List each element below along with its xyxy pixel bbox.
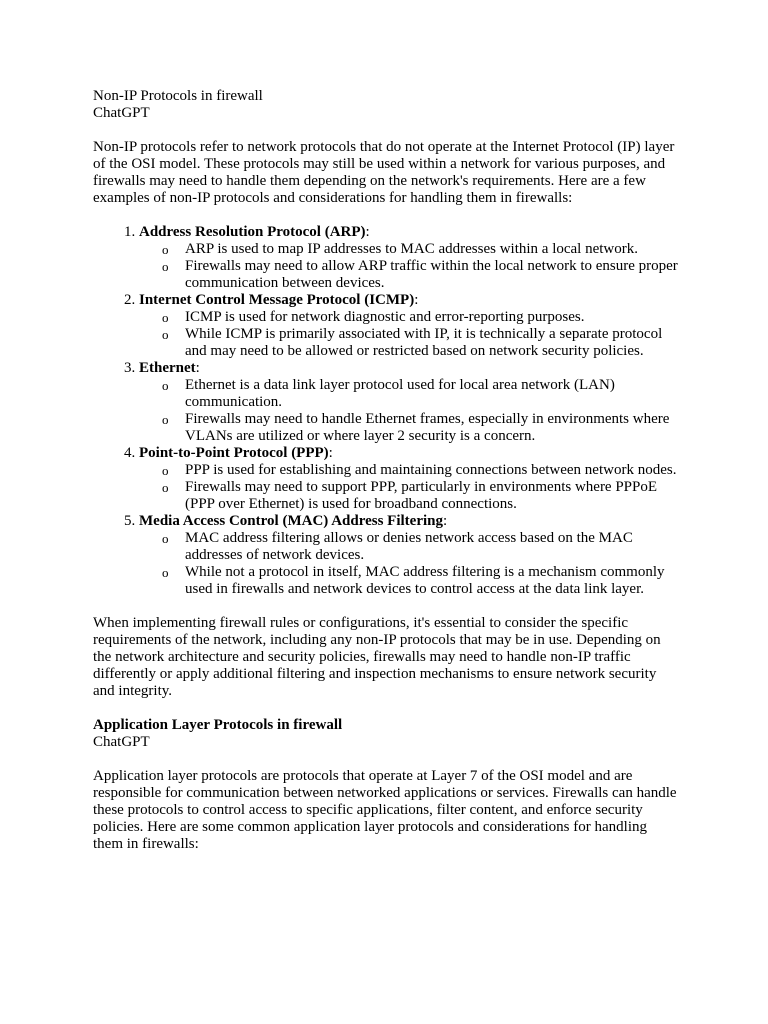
bullet-item	[162, 241, 678, 258]
bullet-item	[162, 309, 678, 326]
author-line: ChatGPT	[93, 105, 150, 121]
bullet-marker: o	[162, 378, 169, 393]
protocol-bullets	[139, 241, 678, 292]
bullet-marker: o	[162, 531, 169, 546]
bullet-marker: o	[162, 259, 169, 274]
bullet-marker: o	[162, 310, 169, 325]
bullet-item	[162, 258, 678, 292]
protocol-item: 2. Internet Control Message Protocol (ICMP): o ICMP is used for network diagnostic and error-reporting purposes. o While ICMP is primarily associated with IP, it is technically a separate protocol and may need to be allowed or restricted based on network security policies.	[139, 292, 678, 360]
protocol-title: Address Resolution Protocol (ARP)	[139, 224, 366, 240]
bullet-text: Ethernet is a data link layer protocol used for local area network (LAN) communication.	[185, 377, 615, 410]
protocol-title: Point-to-Point Protocol (PPP)	[139, 445, 329, 461]
protocol-bullets	[139, 462, 678, 513]
bullet-item	[162, 411, 678, 445]
protocol-item: 3. Ethernet: o Ethernet is a data link layer protocol used for local area network (LAN) communication. o Firewalls may need to handle Ethernet frames, especially in environments where VLANs are utilized or where layer 2 security is a concern.	[139, 360, 678, 445]
protocol-item: 5. Media Access Control (MAC) Address Filtering: o MAC address filtering allows or denies network access based on the MAC addresses of network devices. o While not a protocol in itself, MAC address filtering is a mechanism commonly used in firewalls and network devices to control access at the data link layer.	[139, 513, 678, 598]
bullet-marker: o	[162, 327, 169, 342]
protocol-title: Internet Control Message Protocol (ICMP)	[139, 292, 415, 308]
bullet-text: ARP is used to map IP addresses to MAC addresses within a local network.	[185, 241, 638, 257]
closing-paragraph: When implementing firewall rules or configurations, it's essential to consider the specific requirements of the network, including any non-IP protocols that may be in use. Depending on the network architecture and security policies, firewalls may need to handle non-IP traffic differently or apply additional filtering and inspection mechanisms to ensure network security and integrity.	[93, 615, 661, 699]
bullet-text: PPP is used for establishing and maintaining connections between network nodes.	[185, 462, 677, 478]
section-title-text: Application Layer Protocols in firewall	[93, 717, 343, 733]
protocol-title: Media Access Control (MAC) Address Filtering	[139, 513, 443, 529]
bullet-text: Firewalls may need to allow ARP traffic within the local network to ensure proper communication between devices.	[185, 258, 678, 291]
protocol-item: 4. Point-to-Point Protocol (PPP): o PPP is used for establishing and maintaining connections between network nodes. o Firewalls may need to support PPP, particularly in environments where PPPoE (PPP over Ethernet) is used for broadband connections.	[139, 445, 678, 513]
bullet-item	[162, 530, 678, 564]
protocol-bullets	[139, 530, 678, 598]
bullet-marker: o	[162, 412, 169, 427]
protocol-bullets	[139, 377, 678, 445]
bullet-marker: o	[162, 480, 169, 495]
bullet-marker: o	[162, 565, 169, 580]
bullet-text: Firewalls may need to handle Ethernet frames, especially in environments where VLANs are utilized or where layer 2 security is a concern.	[185, 411, 670, 444]
intro-paragraph: Non-IP protocols refer to network protocols that do not operate at the Internet Protocol (IP) layer of the OSI model. These protocols may still be used within a network for various purposes, and firewalls may need to handle them depending on the network's requirements. Here are a few examples of non-IP protocols and considerations for handling them in firewalls:	[93, 139, 675, 206]
bullet-text: While ICMP is primarily associated with IP, it is technically a separate protocol and may need to be allowed or restricted based on network security policies.	[185, 326, 663, 359]
bullet-marker: o	[162, 242, 169, 257]
bullet-item	[162, 326, 678, 360]
bullet-item	[162, 462, 678, 479]
intro-paragraph: Application layer protocols are protocols that operate at Layer 7 of the OSI model and are responsible for communication between networked applications or services. Firewalls can handle these protocols to control access to specific applications, filter content, and enforce security policies. Here are some common application layer protocols and considerations for handling them in firewalls:	[93, 768, 677, 852]
protocol-item: 1. Address Resolution Protocol (ARP): o ARP is used to map IP addresses to MAC addresses within a local network. o Firewalls may need to allow ARP traffic within the local network to ensure proper communication between devices.	[139, 224, 678, 292]
bullet-item	[162, 479, 678, 513]
protocol-title: Ethernet	[139, 360, 196, 376]
author-line: ChatGPT	[93, 734, 150, 750]
bullet-text: Firewalls may need to support PPP, particularly in environments where PPPoE (PPP over Ethernet) is used for broadband connections.	[185, 479, 658, 512]
bullet-item	[162, 377, 678, 411]
bullet-text: ICMP is used for network diagnostic and error-reporting purposes.	[185, 309, 585, 325]
section-title: Non-IP Protocols in firewall	[93, 88, 263, 104]
bullet-text: While not a protocol in itself, MAC address filtering is a mechanism commonly used in firewalls and network devices to control access at the data link layer.	[185, 564, 665, 597]
protocol-bullets	[139, 309, 678, 360]
bullet-text: MAC address filtering allows or denies network access based on the MAC addresses of network devices.	[185, 530, 633, 563]
bullet-item	[162, 564, 678, 598]
section-title	[93, 717, 678, 734]
bullet-marker: o	[162, 463, 169, 478]
protocol-list	[93, 224, 678, 598]
